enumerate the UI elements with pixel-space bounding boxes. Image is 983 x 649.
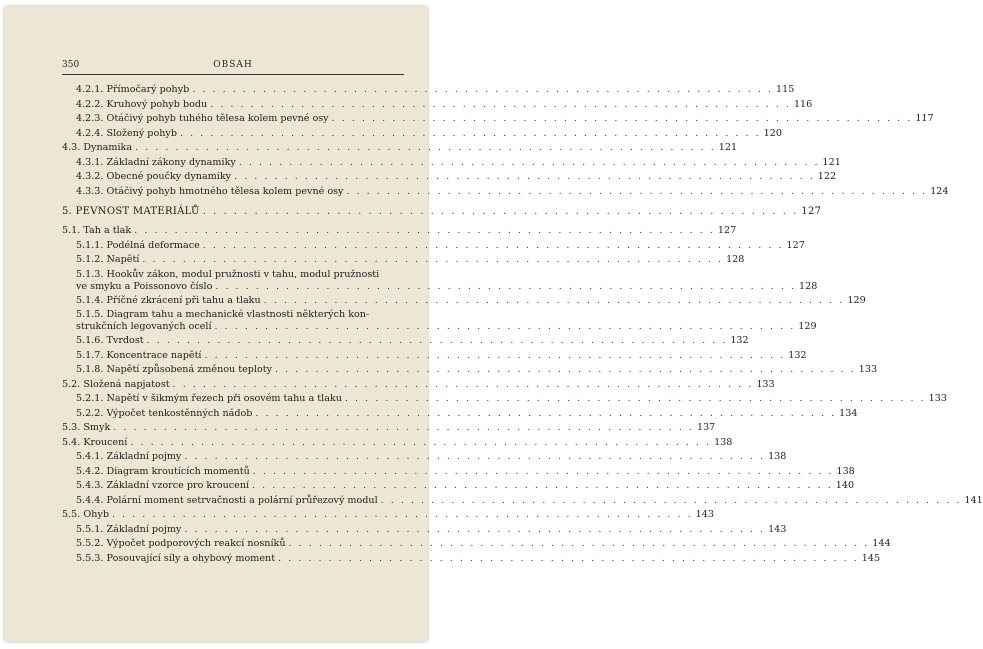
toc-entry-page: 133 — [858, 364, 878, 375]
toc-subsection — [62, 127, 782, 143]
toc-entry-page: 127 — [786, 239, 805, 251]
dot-leader: . . . . . . . . . . . . . . . . . . . . . . . . . . . . . . . . . . . . . . . . . . . . . . . . . . . . . . . . . . — [255, 407, 837, 419]
toc-section — [62, 422, 716, 437]
toc-entry-title: 4.3.2. Obecné poučky dynamiky — [76, 171, 232, 182]
toc-entry-page: 138 — [714, 436, 733, 448]
toc-entry-title: 5.3. Smyk — [62, 422, 111, 433]
toc-entry-title: 5.1.8. Napětí způsobená změnou teploty — [76, 364, 273, 375]
toc-subsection — [62, 480, 855, 495]
toc-entry-page: 120 — [763, 127, 782, 139]
toc-subsection — [62, 309, 817, 335]
toc-entry-title: 4.3.1. Základní zákony dynamiky — [76, 156, 236, 168]
toc-entry-title: 4.3. Dynamika — [62, 142, 133, 153]
table-of-contents — [62, 84, 983, 567]
toc-subsection — [62, 239, 805, 255]
page-number: 350 — [62, 60, 80, 70]
toc-entry-page: 138 — [836, 465, 855, 477]
dot-leader: . . . . . . . . . . . . . . . . . . . . . . . . . . . . . . . . . . . . . . . . . . . . . . . . . . . . . . . . . . — [111, 509, 693, 520]
toc-entry-page: 133 — [756, 378, 775, 390]
dot-leader: . . . . . . . . . . . . . . . . . . . . . . . . . . . . . . . . . . . . . . . . . . . . . . . . . . . . . . . . . . — [215, 280, 797, 292]
toc-entry-title: 5.1. Tah a tlak — [62, 225, 132, 236]
dot-leader: . . . . . . . . . . . . . . . . . . . . . . . . . . . . . . . . . . . . . . . . . . . . . . . . . . . . . . . . . . — [275, 364, 856, 375]
toc-entry-page: 124 — [930, 185, 949, 197]
toc-entry-title: 5.1.4. Příčné zkrácení při tahu a tlaku — [76, 294, 261, 306]
dot-leader: . . . . . . . . . . . . . . . . . . . . . . . . . . . . . . . . . . . . . . . . . . . . . . . . . . . . . . . . . . — [234, 171, 815, 182]
toc-subsection — [62, 98, 813, 114]
toc-entry-title: 5.4.4. Polární moment setrvačnosti a polární průřezový modul — [76, 494, 378, 506]
toc-entry-page: 141 — [964, 494, 983, 506]
toc-section — [62, 436, 733, 452]
toc-entry-page: 138 — [768, 451, 787, 462]
toc-entry-title: 5.1.3. Hookův zákon, modul pružnosti v tahu, modul pružnosti — [76, 268, 380, 280]
toc-subsection — [62, 254, 745, 269]
toc-entry-title: 4.3.3. Otáčivý pohyb hmotného tělesa kolem pevné osy — [76, 185, 344, 197]
toc-section — [62, 378, 775, 394]
toc-entry-page: 140 — [835, 480, 855, 491]
toc-entry-page: 133 — [928, 393, 947, 404]
toc-subsection — [62, 156, 841, 172]
toc-entry-title: 5.2.2. Výpočet tenkostěnných nádob — [76, 407, 253, 419]
dot-leader: . . . . . . . . . . . . . . . . . . . . . . . . . . . . . . . . . . . . . . . . . . . . . . . . . . . . . . . . . . — [130, 436, 712, 448]
toc-subsection — [62, 465, 855, 481]
toc-entry-page: 121 — [822, 156, 841, 168]
toc-entry-title: 5.5.1. Základní pojmy — [76, 523, 182, 535]
toc-entry-page: 129 — [798, 321, 817, 332]
toc-entry-page: 117 — [915, 113, 934, 124]
dot-leader: . . . . . . . . . . . . . . . . . . . . . . . . . . . . . . . . . . . . . . . . . . . . . . . . . . . . . . . . . . — [380, 494, 962, 506]
dot-leader: . . . . . . . . . . . . . . . . . . . . . . . . . . . . . . . . . . . . . . . . . . . . . . . . . . . . . . . . . . — [210, 98, 791, 110]
toc-subsection — [62, 523, 787, 539]
toc-subsection — [62, 393, 947, 408]
toc-entry-title: 4.2.1. Přímočarý pohyb — [76, 84, 190, 95]
toc-entry-title: 5.5.2. Výpočet podporových reakcí nosníků — [76, 538, 286, 549]
dot-leader: . . . . . . . . . . . . . . . . . . . . . . . . . . . . . . . . . . . . . . . . . . . . . . . . . . . . . . . . . . — [134, 225, 715, 236]
toc-entry-title: 5.2.1. Napětí v šikmým řezech při osovém tahu a tlaku — [76, 393, 342, 404]
toc-entry-title: 5.1.2. Napětí — [76, 254, 140, 265]
toc-section — [62, 509, 714, 524]
dot-leader: . . . . . . . . . . . . . . . . . . . . . . . . . . . . . . . . . . . . . . . . . . . . . . . . . . . . . . . . . . — [202, 239, 784, 251]
toc-entry-title: 5.1.5. Diagram tahu a mechanické vlastnosti některých kon- — [76, 309, 370, 320]
dot-leader: . . . . . . . . . . . . . . . . . . . . . . . . . . . . . . . . . . . . . . . . . . . . . . . . . . . . . . . . . . — [204, 349, 786, 361]
toc-entry-title: 4.2.3. Otáčivý pohyb tuhého tělesa kolem pevné osy — [76, 113, 329, 124]
toc-entry-page: 115 — [776, 84, 795, 95]
dot-leader: . . . . . . . . . . . . . . . . . . . . . . . . . . . . . . . . . . . . . . . . . . . . . . . . . . . . . . . . . . — [113, 422, 694, 433]
toc-entry-title: 5.4.3. Základní vzorce pro kroucení — [76, 480, 250, 491]
toc-subsection — [62, 552, 881, 568]
book-page — [4, 6, 983, 642]
toc-entry-title: 5. PEVNOST MATERIÁLŮ — [62, 206, 200, 217]
toc-entry-title: 5.4.1. Základní pojmy — [76, 451, 182, 462]
toc-subsection — [62, 294, 866, 310]
toc-entry-page: 121 — [718, 142, 738, 153]
dot-leader: . . . . . . . . . . . . . . . . . . . . . . . . . . . . . . . . . . . . . . . . . . . . . . . . . . . . . . . . . . — [238, 156, 820, 168]
toc-entry-page: 143 — [768, 523, 787, 535]
toc-entry-title: 5.1.1. Podélná deformace — [76, 239, 200, 251]
dot-leader: . . . . . . . . . . . . . . . . . . . . . . . . . . . . . . . . . . . . . . . . . . . . . . . . . . . . . . . . . . — [142, 254, 724, 265]
toc-subsection — [62, 538, 891, 553]
dot-leader: . . . . . . . . . . . . . . . . . . . . . . . . . . . . . . . . . . . . . . . . . . . . . . . . . . . . . . . . . . — [172, 378, 754, 390]
dot-leader: . . . . . . . . . . . . . . . . . . . . . . . . . . . . . . . . . . . . . . . . . . . . . . . . . . . . . . . . . . — [344, 393, 926, 404]
toc-subsection — [62, 84, 795, 99]
toc-chapter — [62, 206, 822, 225]
toc-subsection — [62, 349, 807, 365]
toc-entry-title: 5.2. Složená napjatost — [62, 378, 170, 390]
toc-entry-line — [76, 321, 817, 335]
dot-leader: . . . . . . . . . . . . . . . . . . . . . . . . . . . . . . . . . . . . . . . . . . . . . . . . . . . . . . . . . . — [252, 480, 833, 491]
toc-entry-page: 128 — [799, 280, 818, 292]
dot-leader: . . . . . . . . . . . . . . . . . . . . . . . . . . . . . . . . . . . . . . . . . . . . . . . . . . . . . . . . . . — [146, 335, 728, 346]
toc-subsection — [62, 268, 818, 295]
toc-subsection — [62, 171, 837, 186]
dot-leader: . . . . . . . . . . . . . . . . . . . . . . . . . . . . . . . . . . . . . . . . . . . . . . . . . . . . . . . . . . — [135, 142, 716, 153]
toc-entry-page: 129 — [847, 294, 866, 306]
toc-entry-title: 5.4. Kroucení — [62, 436, 128, 448]
toc-subsection — [62, 185, 949, 201]
toc-entry-title-cont: strukčních legovaných ocelí — [76, 321, 212, 332]
dot-leader: . . . . . . . . . . . . . . . . . . . . . . . . . . . . . . . . . . . . . . . . . . . . . . . . . . . . . . . . . . — [202, 206, 799, 217]
dot-leader: . . . . . . . . . . . . . . . . . . . . . . . . . . . . . . . . . . . . . . . . . . . . . . . . . . . . . . . . . . — [179, 127, 761, 139]
toc-subsection — [62, 364, 878, 379]
page-header — [62, 58, 404, 75]
toc-entry-page: 137 — [696, 422, 716, 433]
toc-subsection — [62, 494, 983, 510]
dot-leader: . . . . . . . . . . . . . . . . . . . . . . . . . . . . . . . . . . . . . . . . . . . . . . . . . . . . . . . . . . — [184, 523, 766, 535]
toc-entry-title: 5.5.3. Posouvající síly a ohybový moment — [76, 552, 276, 564]
toc-entry-title-cont: ve smyku a Poissonovo číslo — [76, 280, 213, 292]
toc-entry-page: 143 — [695, 509, 714, 520]
dot-leader: . . . . . . . . . . . . . . . . . . . . . . . . . . . . . . . . . . . . . . . . . . . . . . . . . . . . . . . . . . — [263, 294, 845, 306]
toc-entry-title: 4.2.4. Složený pohyb — [76, 127, 177, 139]
dot-leader: . . . . . . . . . . . . . . . . . . . . . . . . . . . . . . . . . . . . . . . . . . . . . . . . . . . . . . . . . . — [252, 465, 834, 477]
toc-entry-title: 5.5. Ohyb — [62, 509, 109, 520]
toc-entry-title: 5.1.7. Koncentrace napětí — [76, 349, 202, 361]
toc-entry-page: 128 — [726, 254, 745, 265]
toc-section — [62, 225, 737, 240]
toc-entry-page: 134 — [839, 407, 858, 419]
toc-entry-page: 132 — [730, 335, 749, 346]
toc-entry-page: 132 — [788, 349, 807, 361]
toc-entry-title: 4.2.2. Kruhový pohyb bodu — [76, 98, 208, 110]
toc-entry-page: 144 — [872, 538, 891, 549]
toc-entry-page: 145 — [861, 552, 881, 564]
toc-entry-line — [76, 280, 818, 295]
toc-entry-page: 127 — [801, 206, 822, 217]
dot-leader: . . . . . . . . . . . . . . . . . . . . . . . . . . . . . . . . . . . . . . . . . . . . . . . . . . . . . . . . . . — [331, 113, 913, 124]
dot-leader: . . . . . . . . . . . . . . . . . . . . . . . . . . . . . . . . . . . . . . . . . . . . . . . . . . . . . . . . . . — [192, 84, 774, 95]
page-title: OBSAH — [213, 60, 253, 70]
toc-entry-title: 5.1.6. Tvrdost — [76, 335, 144, 346]
dot-leader: . . . . . . . . . . . . . . . . . . . . . . . . . . . . . . . . . . . . . . . . . . . . . . . . . . . . . . . . . . — [278, 552, 859, 564]
toc-subsection — [62, 113, 934, 128]
dot-leader: . . . . . . . . . . . . . . . . . . . . . . . . . . . . . . . . . . . . . . . . . . . . . . . . . . . . . . . . . . — [346, 185, 928, 197]
dot-leader: . . . . . . . . . . . . . . . . . . . . . . . . . . . . . . . . . . . . . . . . . . . . . . . . . . . . . . . . . . — [288, 538, 870, 549]
toc-subsection — [62, 335, 749, 350]
toc-subsection — [62, 407, 858, 423]
toc-entry-page: 122 — [817, 171, 837, 182]
toc-section — [62, 142, 738, 157]
toc-subsection — [62, 451, 787, 466]
toc-entry-title: 5.4.2. Diagram kroutících momentů — [76, 465, 250, 477]
toc-entry-page: 116 — [793, 98, 813, 110]
dot-leader: . . . . . . . . . . . . . . . . . . . . . . . . . . . . . . . . . . . . . . . . . . . . . . . . . . . . . . . . . . — [184, 451, 766, 462]
dot-leader: . . . . . . . . . . . . . . . . . . . . . . . . . . . . . . . . . . . . . . . . . . . . . . . . . . . . . . . . . . — [214, 321, 796, 332]
toc-entry-page: 127 — [717, 225, 737, 236]
